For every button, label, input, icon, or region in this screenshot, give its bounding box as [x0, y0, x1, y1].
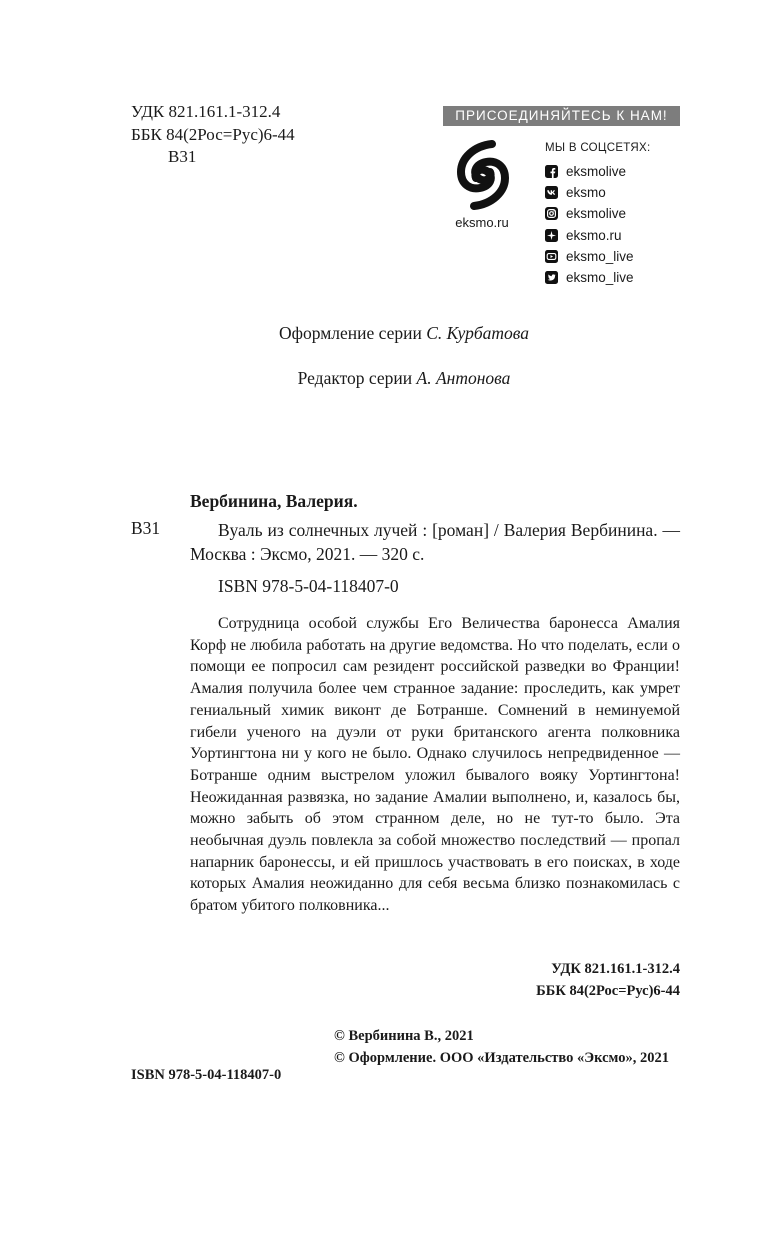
- author-mark: В31: [168, 147, 197, 166]
- copyright-publisher: © Оформление. ООО «Издательство «Эксмо», 2021: [334, 1049, 669, 1066]
- social-title: МЫ В СОЦСЕТЯХ:: [545, 142, 651, 154]
- isbn-record: ISBN 978-5-04-118407-0: [218, 576, 399, 596]
- social-label: eksmolive: [566, 164, 627, 180]
- social-label: eksmo_live: [566, 270, 634, 286]
- editor-label: Редактор серии: [297, 368, 413, 388]
- social-label: eksmo.ru: [566, 227, 622, 243]
- social-item-vk: [545, 182, 634, 203]
- author-heading: Вербинина, Валерия.: [190, 491, 358, 511]
- copyright-author: © Вербинина В., 2021: [334, 1028, 474, 1044]
- copyright-block: [334, 1026, 680, 1069]
- social-item-twitter: [545, 267, 634, 288]
- social-item-instagram: [545, 203, 634, 224]
- design-label: Оформление серии: [278, 323, 422, 343]
- editor-credit: [0, 368, 768, 389]
- annotation-udk: УДК 821.161.1-312.4: [551, 961, 680, 977]
- annotation-bbk: ББК 84(2Рос=Рус)6-44: [536, 983, 680, 999]
- eksmo-logo-icon: [452, 140, 514, 210]
- social-list: [545, 161, 634, 288]
- design-name: С. Курбатова: [426, 323, 529, 343]
- social-label: eksmolive: [566, 206, 627, 222]
- facebook-icon: [545, 165, 558, 178]
- youtube-icon: [545, 250, 558, 263]
- bbk-code: ББК 84(2Рос=Рус)6-44: [131, 124, 295, 144]
- isbn-bottom: ISBN 978-5-04-118407-0: [131, 1067, 282, 1083]
- instagram-icon: [545, 207, 558, 220]
- annotation-codes: [500, 958, 680, 1002]
- vk-icon: [545, 186, 558, 199]
- social-item-youtube: [545, 246, 634, 267]
- editor-name: А. Антонова: [416, 368, 511, 388]
- publisher-site: eksmo.ru: [455, 215, 509, 230]
- design-credit: [0, 323, 768, 344]
- classification-codes: [131, 101, 295, 169]
- annotation-text: Сотрудница особой службы Его Величества баронесса Амалия Корф не любила работать на другие ведомства. Но что поделать, если о помощи ее попросил сам резидент российской разведки во Франции! Амалия получила более чем странное задание: проследить, как умрет гениальный химик виконт де Ботранше. Сомнений в неминуемой гибели ученого на дуэли от руки британского агента полковника Уортингтона ни у кого не было. Однако случилось непредвиденное — Ботранше одним выстрелом уложил бывалого вояку Уортингтона! Неожиданная развязка, но задание Амалии выполнено, и, казалось бы, можно забыть об этом странном деле, но не тут-то было. Эта необычная дуэль повлекла за собой множество последствий — пропал напарник баронессы, и ей пришлось участвовать в его поисках, в ходе которых Амалия неожиданно для себя весьма близко познакомилась с братом убитого полковника...: [190, 615, 680, 915]
- udk-code: УДК 821.161.1-312.4: [131, 102, 281, 121]
- bibliography-mark: В31: [131, 518, 161, 538]
- twitter-icon: [545, 271, 558, 284]
- social-item-ok: [545, 225, 634, 246]
- ok-icon: [545, 229, 558, 242]
- social-item-facebook: [545, 161, 634, 182]
- bibliographic-description: Вуаль из солнечных лучей : [роман] / Валерия Вербинина. — Москва : Эксмо, 2021. — 320 с.: [190, 520, 680, 564]
- social-label: eksmo: [566, 185, 606, 201]
- join-us-banner: ПРИСОЕДИНЯЙТЕСЬ К НАМ!: [443, 106, 680, 126]
- social-label: eksmo_live: [566, 248, 634, 264]
